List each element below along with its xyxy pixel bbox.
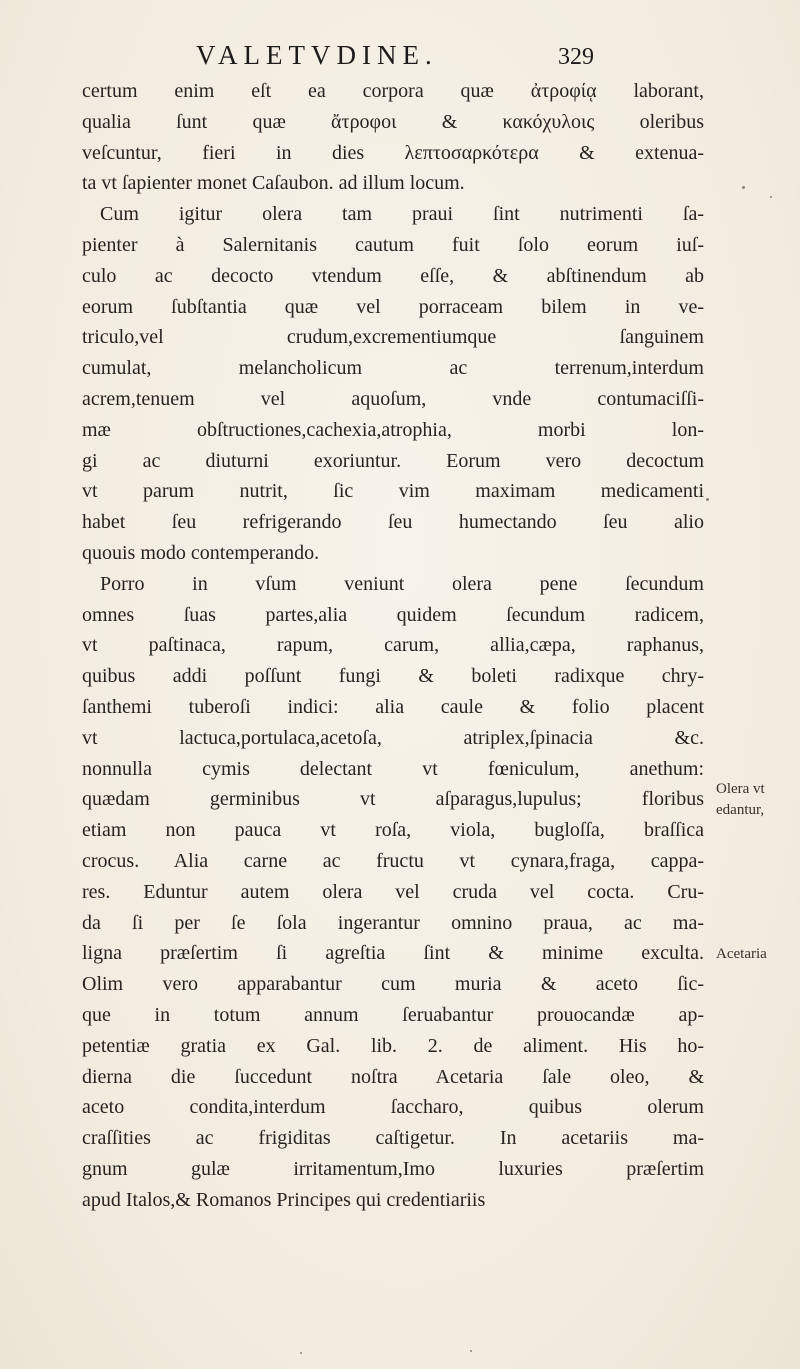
text-line: da ſi per ſe ſola ingerantur omnino praua, ac ma- — [82, 911, 704, 934]
text-line: gnum gulæ irritamentum,Imo luxuries præſertim — [82, 1157, 704, 1180]
text-line: quædam germinibus vt aſparagus,lupulus; floribus — [82, 788, 704, 811]
text-line: Cum igitur olera tam praui ſint nutrimenti ſa- — [100, 203, 704, 226]
text-line: quouis modo contemperando. — [82, 541, 320, 564]
margin-note-acetaria: Acetaria — [716, 946, 767, 962]
text-line: apud Italos,& Romanos Principes qui credentiariis — [82, 1188, 486, 1211]
text-line: vt lactuca,portulaca,acetoſa, atriplex,ſpinacia &c. — [82, 726, 704, 749]
page-number: 329 — [558, 44, 594, 70]
paper-speck — [300, 1352, 302, 1354]
text-line: etiam non pauca vt roſa, viola, bugloſſa, braſſica — [82, 819, 704, 842]
text-line: vt parum nutrit, ſic vim maximam medicamenti — [82, 480, 704, 503]
text-line: omnes ſuas partes,alia quidem ſecundum radicem, — [82, 603, 704, 626]
text-line: aceto condita,interdum ſaccharo, quibus olerum — [82, 1096, 704, 1119]
paper-speck — [770, 196, 772, 198]
text-line: ligna præſertim ſi agreſtia ſint & minime exculta. — [82, 942, 704, 965]
paper-speck — [470, 1350, 472, 1352]
margin-note-line: Olera vt — [716, 781, 765, 797]
text-line: res. Eduntur autem olera vel cruda vel cocta. Cru- — [82, 880, 704, 903]
text-line: vt paſtinaca, rapum, carum, allia,cæpa, raphanus, — [82, 634, 704, 657]
text-line: acrem,tenuem vel aquoſum, vnde contumaciſſi- — [82, 387, 704, 410]
text-line: nonnulla cymis delectant vt fœniculum, anethum: — [82, 757, 704, 780]
text-line: cumulat, melancholicum ac terrenum,interdum — [82, 357, 704, 380]
text-line: veſcuntur, fieri in dies λεπτοσαρκότερα & extenua- — [82, 141, 704, 164]
main-text-block — [82, 76, 704, 1215]
paper-speck — [706, 498, 709, 501]
text-line: Olim vero apparabantur cum muria & aceto ſic- — [82, 973, 704, 996]
text-line: ſanthemi tuberoſi indici: alia caule & folio placent — [82, 695, 704, 718]
running-title: VALETVDINE. — [196, 40, 438, 70]
text-line: certum enim eſt ea corpora quæ ἀτροφίᾳ laborant, — [82, 80, 704, 102]
text-line: petentiæ gratia ex Gal. lib. 2. de aliment. His ho- — [82, 1034, 704, 1057]
paper-speck — [742, 186, 745, 189]
text-line: mæ obſtructiones,cachexia,atrophia, morbi lon- — [82, 418, 704, 441]
text-line: culo ac decocto vtendum eſſe, & abſtinendum ab — [82, 264, 704, 287]
text-line: Porro in vſum veniunt olera pene ſecundum — [100, 572, 704, 595]
text-line: qualia ſunt quæ ἄτροφοι & κακόχυλοις oleribus — [82, 110, 704, 133]
text-line: eorum ſubſtantia quæ vel porraceam bilem in ve- — [82, 295, 704, 318]
margin-note-line: edantur, — [716, 802, 765, 818]
text-line: que in totum annum ſeruabantur prouocandæ ap- — [82, 1003, 704, 1026]
text-line: habet ſeu refrigerando ſeu humectando ſeu alio — [82, 511, 704, 534]
text-line: quibus addi poſſunt fungi & boleti radixque chry- — [82, 665, 704, 688]
text-line: gi ac diuturni exoriuntur. Eorum vero decoctum — [82, 449, 704, 472]
text-line: crocus. Alia carne ac fructu vt cynara,fraga, cappa- — [82, 849, 704, 872]
text-line: ta vt ſapienter monet Caſaubon. ad illum locum. — [82, 172, 465, 195]
text-line: triculo,vel crudum,excrementiumque ſanguinem — [82, 326, 704, 349]
text-line: pienter à Salernitanis cautum fuit ſolo eorum iuſ- — [82, 233, 704, 256]
margin-note-olera — [716, 779, 800, 821]
text-line: craſſities ac frigiditas caſtigetur. In acetariis ma- — [82, 1127, 704, 1150]
text-line: dierna die ſuccedunt noſtra Acetaria ſale oleo, & — [82, 1065, 704, 1088]
